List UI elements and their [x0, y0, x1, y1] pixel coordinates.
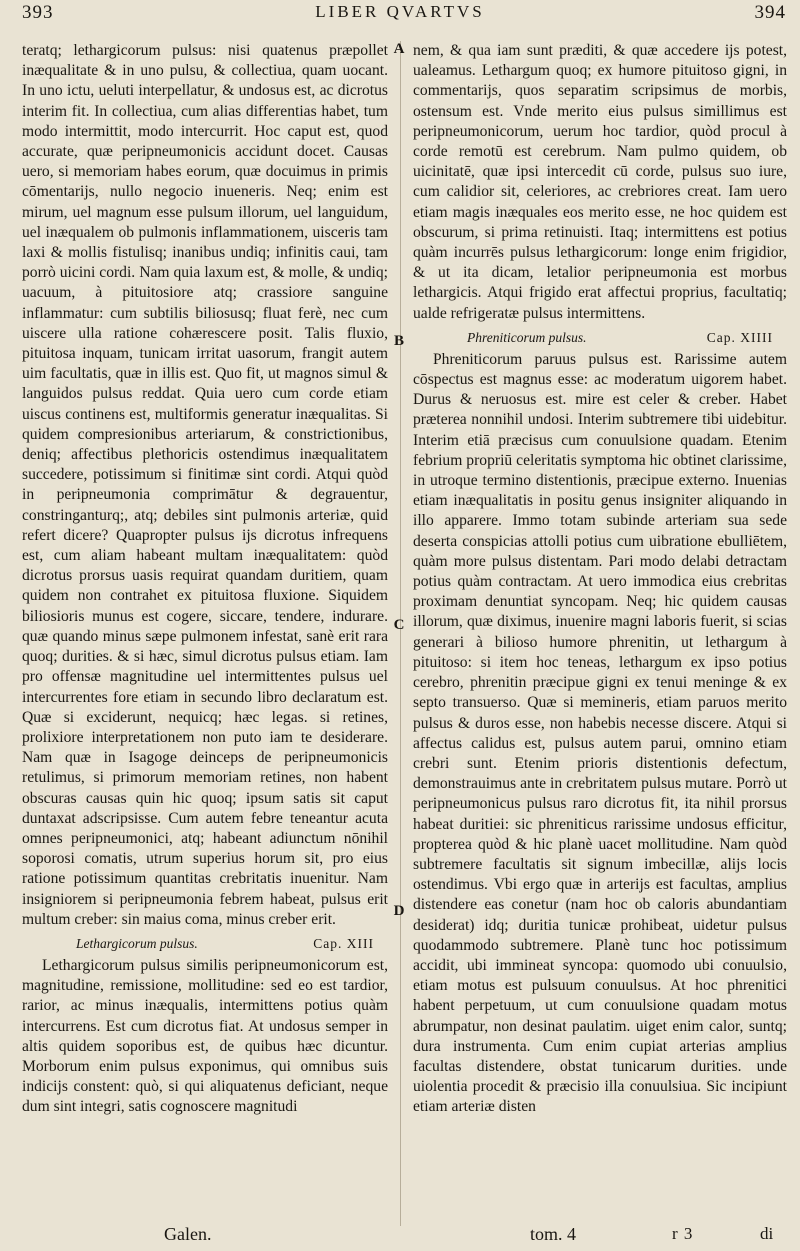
footer-signature-mark: r 3 — [672, 1224, 694, 1243]
chapter-number: Cap. XIII — [313, 935, 374, 951]
footer-author: Galen. — [164, 1224, 212, 1244]
running-title: LIBER QVARTVS — [315, 2, 485, 21]
footer-volume: tom. 4 — [530, 1224, 577, 1244]
page-footer — [0, 1221, 800, 1251]
margin-marker-d: D — [393, 903, 405, 919]
page-number-right: 394 — [754, 2, 786, 23]
margin-marker-c: C — [393, 617, 405, 633]
right-paragraph-1: nem, & qua iam sunt præditi, & quæ accedere ijs potest, ualeamus. Lethargum quoq; ex humore pituitoso gigni, in commentarijs, quos separatim scripsimus de morbis, ostensum est. Vnde merito eius pulsus simillimus est peripneumonicorum, uerum hoc tardior, quòd procul à corde remotū est cerebrum. Nam pulmo quidem, ob uicinitatē, quæ ipsi intercedit cū corde, pulsus suo iure, cum calidior sit, celeriores, ac crebriores creat. Iam uero etiam magis inæquales eos merito esse, ne hoc quidem est obscurum, si prima retinuisti. Itaq; intermittens est potius quàm incurrēs pulsus lethargicorum: longe enim frigidior, & ut ita dicam, letalior peripneumonia est morbus lethargicis. Atqui frigido erat affectui proprius, facultatiq; ualde refrigeratæ pulsus intermittens. — [413, 42, 787, 322]
page-header — [0, 0, 800, 26]
left-column — [22, 41, 388, 1118]
margin-marker-a: A — [393, 41, 405, 57]
chapter-title: Phreniticorum pulsus. — [467, 329, 587, 345]
left-paragraph-2: Lethargicorum pulsus similis peripneumonicorum est, magnitudine, remissione, mollitudine: sed eo est tardior, rarior, ac minus inæqualis, intermittens potius quàm intercurrens. Est cum dicrotus fiat. At undosus semper in altis quidem soporibus est, de quibus hæc dicuntur. Morborum enim pulsus exponimus, qui omnibus suis indicijs constent: quò, si qui aliquatenus deficiant, neque dum sint integri, satis cognoscere magnitudi — [22, 956, 388, 1116]
right-column — [413, 41, 787, 1118]
right-paragraph-2: Phreniticorum paruus pulsus est. Rarissime autem cōspectus est magnus esse: ac moderatum uigorem habet. Durus & neruosus est. mire est celer & creber. Habet præterea nonnihil undosi. Interim subtremere tibi uidebitur. Interim etiā præcisus cum conuulsione quadam. Etenim febrium propriū celeritatis symptoma hic obtinet clarissime, in utroque termino distentionis, præcipue externo. Inuenias etiam inæqualitatis in positu genus insigniter aliquando in illo apparere. Immo totam subinde arteriam sua sede deserta conspicias attolli potius cum uibratione ebulliētem, quàm more pulsus distentam. Pari modo delabi detractam potius quàm contractam. At uero immodica eius crebritas proximam denuntiat syncopam. Neq; hic quidem causas illorum, quæ diximus, inuenire magni laboris fuerit, si scias generari à bilioso humore phrenitin, ut lethargum à pituitoso: si item hoc teneas, lethargum ex ipso potius cerebro, phrenitin præcipue gigni ex tenui meninge & ex septo transuerso. Quæ si memineris, etiam paruos merito pulsus & duros esse, non habebis necesse discere. Atqui si affectus calidus est, pulsus autem parui, omnino etiam crebri sunt. Etenim prioris distentionis defectum, demonstrauimus ante in crebritatem pulsus mutare. Porrò ut peripneumonicus pulsus raro dicrotus fit, ita nihil prorsus habeat duritiei: sic phreniticus rarissime undosus efficitur, propterea quòd & hic planè uacet mollitudine. Nam quòd subtremere facultatis sit signum imbecillæ, alijs locis ostendimus. Vbi ergo quæ in arterijs est facultas, amplius distendere eas conetur (nam hoc ob caloris abundantiam desiderat) idq; duritia tunicæ prohibeat, uidetur pulsus quodammodo subtremere. Planè tunc hoc potissimum accidit, ubi immineat syncopa: quomodo ubi conuulsio, etiam motus est pulsuum conuulsus. At hoc phrenitici habent perpetuum, ut cum conuulsione quadam motus abrumpatur, non desinat paulatim. uiget enim calor, suntq; dura instrumenta. Cum enim cupiat arterias amplius facultas distendere, obstat tunicarum durities. unde uiolentia procedit & præcisio illa conuulsiua. Sic incipiunt etiam arteriæ disten — [413, 350, 787, 1116]
page-number-left: 393 — [22, 2, 54, 23]
chapter-number: Cap. XIIII — [706, 329, 773, 345]
chapter-heading-phreniticorum — [413, 324, 787, 350]
margin-marker-b: B — [393, 333, 404, 349]
left-paragraph-1: teratq; lethargicorum pulsus: nisi quatenus præpollet inæqualitate & in uno pulsu, & collectiua, quam uocant. In uno ictu, ueluti interpellatur, & undosus est, ac dicrotus interim fit. In collectiua, cum alias differentias habet, tum modo intermittit, modo intercurrit. Hoc caput est, quod accurate, quæ peripneumonicis accidunt docet. Causas uero, si memoriam habes eorum, quæ docuimus in primis cōmentarijs, nullo negocio inueneris. Neq; enim est mirum, uel magnum esse pulsum illorum, uel languidum, uel inæqualem ob pulmonis inflammationem, uisceris tam laxi & mollis fistulisq; inanibus undiq; infinitis caui, tam porrò uicini cordi. Nam quia laxum est, & molle, & undiq; uacuum, à pituitosiore atq; crassiore sanguine inflammatur: cum subtilis biliosusq; fluat ferè, nec cum uiscere ulla ratione cohærescere posit. Talis fluxio, pituitosa inquam, tunicam irritat uasorum, frangit autem uim facultatis, quæ in illis est. Quo fit, ut magnos simul & languidos pulsus reddat. Quia uero cum corde etiam uiscus continens est, multiformis generatur inæqualitas. Si quidem compresionibus arteriarum, & constrictionibus, deniq; affectibus plethoricis ostendimus inæqualitatem succedere, potissimum si finitimæ sint cordi. Atqui quòd in peripneumonia comprimātur & degrauentur, constringanturq;, atq; debiles sint pulmonis arteriæ, quid refert dicere? Quapropter pulsus ijs dicrotus infrequens est, cum aliam habeant multam inæqualitatem: quòd dicrotus prorsus uasis requirat quandam duritiem, quam quidem non contrahet ex pituitosa fluxione. Siquidem biliosioris munus est cogere, siccare, tendere, indurare. quæ quando minus sæpe pulmonem infestat, sanè erit rara quoq; durities. & si hæc, simul dicrotus pulsus etiam. Iam pro offensæ magnitudine uel intermittentes pulsus uel intercurrentes fore etiam in secundo libro declaratum est. Quæ si exciderunt, nequicq; hæc legas. si retines, prolixiore interpretationem non puto iam te desiderare. Nam quæ in Isagoge deinceps de peripneumonicis retulimus, si primorum memoriam retines, non habent obscuras causas quin hic quoq; ipsum satis sit caput duntaxat adscripsisse. Cum autem febre teneantur acuta omnes peripneumonici, atq; habeant adiunctum nōnihil soporosi comatis, utrum superius horum sit, pro eius ratione potissimum quantitas crebritatis inuenitur. Nam insigniorem si peripneumonia febrem habeat, pulsus erit multum creber: sin maius coma, minus creber erit. — [22, 42, 388, 928]
footer-catchword: di — [760, 1224, 774, 1243]
chapter-heading-lethargicorum — [22, 930, 388, 956]
chapter-title: Lethargicorum pulsus. — [76, 935, 198, 951]
